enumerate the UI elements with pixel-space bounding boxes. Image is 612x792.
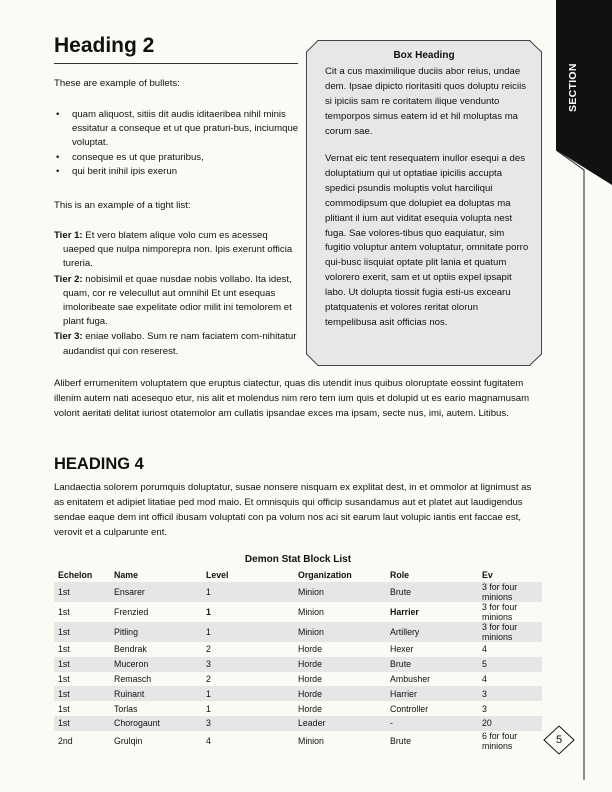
table-cell: 1st <box>58 718 70 729</box>
table-cell: 1 <box>206 607 211 617</box>
tight-list-intro: This is an example of a tight list: <box>54 200 191 211</box>
table-row <box>54 701 542 716</box>
table-cell: 3 for four minions <box>482 582 518 602</box>
table-cell: Minion <box>298 627 324 637</box>
box-paragraph: Cit a cus maximilique duciis abor reius, undae dem. Ipsae dipicto rioritasiti quos doluptu reiciis si ipiciis sam re coritatem ilique vendunto temporpos simus eatem id et hil moluptas ma corum sae. <box>325 66 527 137</box>
tight-list <box>54 229 300 360</box>
table-cell: Brute <box>390 659 412 670</box>
column-header: Organization <box>298 570 352 580</box>
tier-text: nobisimil et quae nusdae nobis vollabo. Ita idest, quam, cor re velecullut aut omnihil Et unt esequas imoloribeate sae expelitate odior milit ini temolorem et plant fuga. <box>63 273 292 328</box>
table-cell: 1 <box>206 703 211 714</box>
body-paragraph: Landaectia solorem porumquis doluptatur, susae nonsere nisquam ex explitat dest, in et ommolor at lignimust as as enitatem et adipiet litatiae ped mod maio. Et omnisquis qui officip susandamus aut et platet aut laudigendus sendae eaque dem int officil ibusam voluptati con pa volum nos aci sit earum laut volupic iantis ent faccae est, verovit et a culparunte ent. <box>54 482 532 538</box>
table-cell: 4 <box>482 644 487 655</box>
table-cell: Horde <box>298 644 322 655</box>
table-cell: Ensarer <box>114 587 145 597</box>
table-row <box>54 731 542 751</box>
column-header: Level <box>206 570 229 580</box>
table-cell: Ambusher <box>390 673 431 684</box>
table-cell: Minion <box>298 735 324 746</box>
table-cell: 3 <box>206 659 211 670</box>
table-cell: Brute <box>390 587 412 597</box>
section-tab-label: SECTION <box>567 63 579 112</box>
table-cell: 2 <box>206 644 211 655</box>
table-cell: Muceron <box>114 659 149 670</box>
table-cell: Brute <box>390 735 412 746</box>
bullet-item: • conseque es ut que praturibus, <box>54 151 300 165</box>
tier-term: Tier 3: <box>54 331 83 343</box>
table-cell: Ruinant <box>114 688 145 699</box>
table-cell: 1st <box>58 688 70 699</box>
box-heading: Box Heading <box>393 50 455 61</box>
table-cell: 1st <box>58 627 70 637</box>
table-cell: Hexer <box>390 644 414 655</box>
table-cell: Harrier <box>390 688 417 699</box>
table-cell: 3 <box>482 703 487 714</box>
column-header: Role <box>390 570 410 580</box>
page-heading: Heading 2 <box>54 34 155 57</box>
table-cell: - <box>390 718 393 729</box>
table-cell: 2 <box>206 673 211 684</box>
section-tab-decoration <box>556 0 612 792</box>
table-cell: 1st <box>58 587 70 597</box>
table-cell: Chorogaunt <box>114 718 160 729</box>
bullet-list <box>54 108 300 179</box>
table-row <box>54 657 542 672</box>
table-cell: Minion <box>298 607 324 617</box>
column-header: Name <box>114 570 138 580</box>
table-row <box>54 602 542 622</box>
table-cell: Bendrak <box>114 644 147 655</box>
heading-rule <box>54 63 298 64</box>
bullets-intro: These are example of bullets: <box>54 78 180 89</box>
table-row <box>54 686 542 701</box>
table-cell: 3 <box>482 688 487 699</box>
tier-term: Tier 2: <box>54 273 83 285</box>
table-cell: Frenzied <box>114 607 149 617</box>
table-cell: Horde <box>298 688 322 699</box>
table-cell: 1 <box>206 688 211 699</box>
body-paragraph: Aliberf errumenitem voluptatem que eruptus ciatectur, quas dis utendit inus quibus oloruptate eossint fugitatem illenim autem nati acesequo etur, nis alit et molendus nim rero tem ium quis et dolupid ut es eario magnamusam volorit aeritati delitat iuriost otatemolor am cullatis ipsandae exces ma ipsam, secte nus, imi, autem. Litibus. <box>54 378 530 419</box>
tier-text: eniae vollabo. Sum re nam faciatem com-nihitatur audandist qui con reserest. <box>63 331 297 357</box>
bullet-item: • quam aliquost, sitiis dit audis iditaeribea nihil minis essitatur a conseque et ut que praturi-bus, inciumque voluptat. <box>54 108 300 151</box>
table-cell: 3 <box>206 718 211 729</box>
table-cell: Grulqin <box>114 735 143 746</box>
table-cell: 1st <box>58 673 70 684</box>
stat-block-table <box>54 568 542 751</box>
table-row <box>54 672 542 687</box>
table-cell: Harrier <box>390 607 419 617</box>
table-title: Demon Stat Block List <box>244 554 352 565</box>
table-row <box>54 622 542 642</box>
table-cell: Remasch <box>114 673 152 684</box>
table-cell: 1 <box>206 587 211 597</box>
tight-list-item <box>54 330 300 358</box>
table-cell: 3 for four minions <box>482 622 518 642</box>
tight-list-item <box>54 229 300 272</box>
table-row <box>54 716 542 731</box>
table-cell: 3 for four minions <box>482 602 518 622</box>
table-cell: 1st <box>58 703 70 714</box>
table-cell: 4 <box>482 673 487 684</box>
table-cell: Horde <box>298 703 322 714</box>
table-cell: Horde <box>298 659 322 670</box>
column-header: Ev <box>482 570 493 580</box>
table-cell: Leader <box>298 718 326 729</box>
tier-text: Et vero blatem alique volo cum es acesseq uaeped que nulpa nimporepra non. Ipis exerunt officia tureria. <box>63 230 293 270</box>
table-cell: 1 <box>206 627 211 637</box>
table-cell: 1st <box>58 607 70 617</box>
box-paragraph: Vernat eic tent resequatem inullor esequi a des doluptatium qui ut optatiae ipicilis accupta spedici psundis moluptis volut harciliqui commodipsum que dolupiet ea doluptas ma plitiant il ium aut viditat esequia volupta nest fuga. Sae volores-tibus quo eaquiatur, sim fugitio voluptur antem voluptatur, omnitate porro qui-busc iisquiat optate plit lania et quatum volorero exerit, sam et ut optiis expel ipsapit labo. Ut dolupta tiossit fugia esti-us excearu ptatquatenis et volores reritat olorun tempelibusa asit officias nos. <box>325 153 529 328</box>
table-header-row <box>54 568 542 582</box>
bullet-item: • qui berit inihil ipis exerun <box>54 165 300 179</box>
section-heading: HEADING 4 <box>54 455 144 473</box>
tier-term: Tier 1: <box>54 230 83 241</box>
table-cell: Minion <box>298 587 324 597</box>
page-number: 5 <box>555 734 563 746</box>
tight-list-item <box>54 273 300 330</box>
table-cell: Horde <box>298 673 322 684</box>
table-cell: Torlas <box>114 703 138 714</box>
table-cell: 2nd <box>58 735 73 746</box>
table-row <box>54 642 542 657</box>
table-cell: 5 <box>482 659 487 670</box>
table-cell: 1st <box>58 659 70 670</box>
column-header: Echelon <box>58 570 93 580</box>
table-cell: Controller <box>390 703 429 714</box>
table-row <box>54 582 542 602</box>
table-cell: Artillery <box>390 627 420 637</box>
table-cell: 1st <box>58 644 70 655</box>
table-cell: Pitling <box>114 627 138 637</box>
table-cell: 20 <box>482 718 492 729</box>
table-cell: 4 <box>206 735 211 746</box>
table-cell: 6 for four minions <box>482 730 518 751</box>
